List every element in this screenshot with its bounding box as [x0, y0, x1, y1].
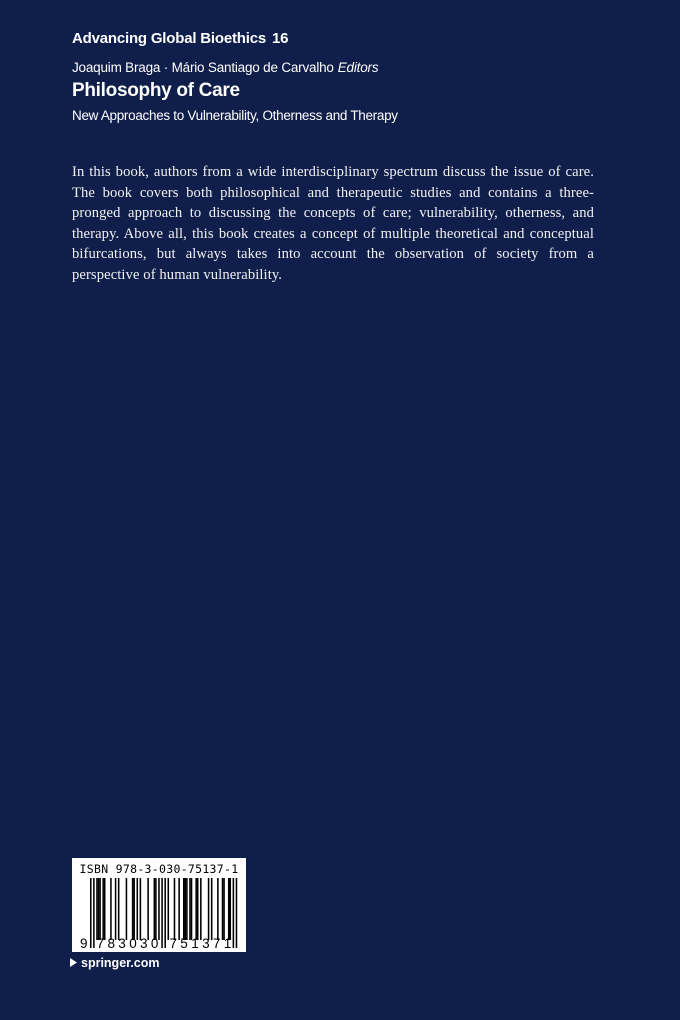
barcode-digit: 8 [107, 936, 116, 951]
barcode-bar [186, 878, 188, 940]
barcode-bar [185, 878, 187, 940]
barcode-bar [147, 878, 149, 940]
barcode-bar [154, 878, 156, 940]
barcode-bar [183, 878, 185, 940]
barcode-digit: 0 [150, 936, 159, 951]
barcode-bar [102, 878, 104, 940]
barcode-digit: 1 [223, 936, 232, 951]
barcode-bar [217, 878, 219, 940]
barcode-bar [211, 878, 213, 940]
arrow-right-icon [70, 956, 77, 970]
barcode-digit: 3 [118, 936, 126, 951]
barcode-digit: 3 [202, 936, 210, 951]
barcode-bar [223, 878, 225, 940]
isbn-label: ISBN 978-3-030-75137-1 [79, 862, 239, 876]
barcode-bar [222, 878, 224, 940]
barcode-digit: 7 [96, 936, 105, 951]
barcode-guard-bar [93, 878, 95, 948]
barcode-bar [208, 878, 210, 940]
barcode-bar [98, 878, 100, 940]
barcode-bar [133, 878, 135, 940]
barcode-guard-bar [164, 878, 166, 948]
barcode-bar [132, 878, 134, 940]
barcode-bar [96, 878, 98, 940]
book-description: In this book, authors from a wide interdisciplinary spectrum discuss the issue of care. The book covers both philosophical and therapeutic studies and contains a three-pronged approach to discussing the concepts of care; vulnerability, otherness, and therapy. Above all, this book creates a concept of multiple theoretical and conceptual bifurcations, but always takes into account the observation of society from a perspective of human vulnerability. [72, 164, 594, 283]
barcode-bar [195, 878, 197, 940]
barcode-bar [174, 878, 176, 940]
editor-names: Joaquim Braga · Mário Santiago de Carvalho [72, 60, 334, 75]
book-subtitle: New Approaches to Vulnerability, Otherness and Therapy [72, 108, 398, 123]
barcode-bar [158, 878, 160, 940]
series-name: Advancing Global Bioethics [72, 30, 266, 47]
barcode-bar [110, 878, 112, 940]
barcode [72, 858, 246, 952]
barcode-bar [189, 878, 191, 940]
book-title: Philosophy of Care [72, 80, 240, 101]
barcode-bar [137, 878, 139, 940]
barcode-bar [104, 878, 106, 940]
barcode-bar [140, 878, 142, 940]
barcode-digit: 1 [191, 936, 199, 951]
barcode-digit: 3 [140, 936, 148, 951]
barcode-bar [99, 878, 101, 940]
barcode-bar [197, 878, 199, 940]
barcode-bar [228, 878, 230, 940]
barcode-bar [115, 878, 117, 940]
editors-role: Editors [337, 60, 379, 75]
publisher-url: springer.com [81, 956, 160, 970]
barcode-bar [178, 878, 180, 940]
barcode-bar [191, 878, 193, 940]
barcode-guard-bar [161, 878, 163, 948]
barcode-bar [168, 878, 170, 940]
barcode-bar [118, 878, 120, 940]
barcode-guard-bar [236, 878, 238, 948]
barcode-digit: 7 [212, 936, 221, 951]
editors-line [72, 60, 378, 75]
isbn-barcode-block [72, 858, 246, 952]
barcode-guard-bar [233, 878, 235, 948]
barcode-bar [126, 878, 128, 940]
barcode-bar [230, 878, 232, 940]
barcode-bar [155, 878, 157, 940]
series-line [72, 30, 288, 47]
barcode-digit-group: 9 [80, 936, 88, 951]
barcode-digit: 0 [129, 936, 137, 951]
series-volume: 16 [272, 30, 289, 47]
publisher-link[interactable] [70, 956, 160, 970]
barcode-digit: 5 [180, 936, 188, 951]
barcode-digit: 7 [169, 936, 178, 951]
barcode-guard-bar [90, 878, 92, 948]
barcode-bar [200, 878, 202, 940]
